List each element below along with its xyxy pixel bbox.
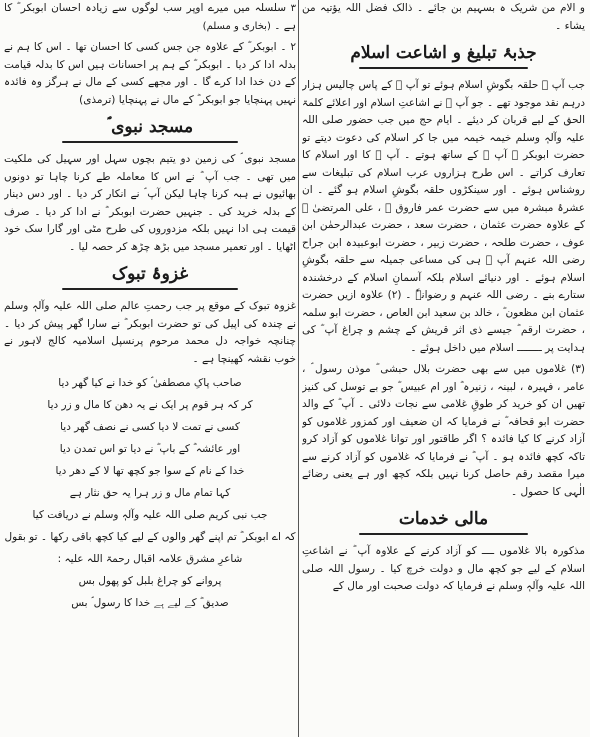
poem-line: پروانے کو چراغ بلبل کو پھول بس (78, 575, 222, 587)
section-heading-tabligh (302, 41, 585, 69)
section-heading-tabligh-text: جذبۂ تبلیغ و اشاعت اسلام (350, 43, 537, 63)
heading-underline (62, 288, 237, 290)
poem-line: کر کہ ہر قوم پر ایک نے یہ دھن کا مال و زر دیا (47, 399, 253, 411)
poem-line: کہا تمام مال و زر ہرا یہ حق نثار ہے (69, 487, 231, 499)
poem-line: اور عائشہ ؓ کے باپ ؓ نے دیا تو اس تمدن دیا (59, 443, 241, 455)
paragraph-tabligh-2: (۳) غلاموں میں سے بھی حضرت بلال حبشی ؓ موذن رسول ؐ ، عامر ، فہیرہ ، لبینہ ، زنیرہ ؓ اور ام عبیس ؓ جو بے توسل کی کنیز تھیں ان کو خرید کر طوقِ غلامی سے نجات دلائی ۔ آپ ؓ کے والد حضرت ابو قحافہ ؓ نے فرمایا کہ ان ضعیف اور کمزور غلاموں کو آزاد کرنے کا کیا فائدہ ؟ اگر طاقتور اور توانا غلاموں کو آزاد کرو تاکہ کچھ فائدہ ہو ۔ آپ ؓ نے فرمایا کہ غلاموں کو آزاد کرنے سے میرا مقصد رقم حاصل کرنا نہیں بلکہ کچھ اور ہے یعنی رضائے الٰہی کا حصول ۔ (302, 363, 585, 498)
heading-underline (62, 141, 237, 143)
poem-line: خدا کے نام کے سوا جو کچھ تھا لا کے دھر دیا (55, 465, 245, 477)
left-intro-body: سلسلہ میں میرے اوپر سب لوگوں سے زیادہ احسان ابوبکر ؓ کا ہے ۔ (4, 2, 296, 32)
poem-line: جب نبی کریم صلی اللہ علیہ وآلہٖ وسلم نے دریافت کیا (32, 509, 268, 521)
left-column (4, 0, 296, 737)
left-intro-citation: (بخاری و مسلم) (202, 20, 271, 32)
paragraph-masjid-nabvi: مسجد نبوی ؐ کی زمین دو یتیم بچوں سہل اور سہیل کی ملکیت میں تھی ۔ جب آپ ؓ نے اس کا معاملہ طے کرنا چاہا تو دونوں بھائیوں نے ہبہ کرنا چاہا لیکن آپ ؐ نے انکار کر دیا ۔ اور دس دینار کے بدلہ خرید کی ۔ جنہیں حضرت ابوبکر ؓ نے ادا کر دیا ۔ صرف قیمت ہی ادا نہیں بلکہ مزدوروں کی طرح مٹی اور گارا سک خود اٹھایا ۔ اور تعمیر مسجد میں بڑھ چڑھ کر حصہ لیا ۔ (4, 153, 296, 253)
paragraph-mali-khidmat-1: مذکورہ بالا غلاموں ــــ کو آزاد کرنے کے علاوہ آپ ؓ نے اشاعتِ اسلام کے لیے جو کچھ مال و دولت خرچ کیا ۔ رسول اللہ صلی اللہ علیہ وآلہٖ وسلم نے فرمایا کہ دولت صحبت اور مال کے (302, 545, 585, 592)
paragraph-tabligh-1: جب آپ ؓ حلقہ بگوشِ اسلام ہوئے تو آپ ؓ کے پاس چالیس ہزار درہم نقد موجود تھے ۔ جو آپ ؓ نے اشاعتِ اسلام اور اعلائے کلمۃ الحق کے لیے قربان کر دیئے ۔ ایام حج میں جب حضور صلی اللہ علیہ وآلہٖ وسلم خیمہ خیمہ میں جا کر اسلام کی دعوت دیتے تو حضرت ابوبکر ؓ آپ ؓ کے ساتھ ہوتے ۔ آپ ؓ کا اور اسلام کا تعارف کراتے ۔ اس طرح ہزاروں عرب اسلام کی تبلیغات سے روشناس ہوئے ۔ اور سینکڑوں حلقہ بگوشِ اسلام ہو گئے ۔ ان عشرۂ مبشرہ میں سے حضرت عمر فاروق ؓ ، علی المرتضیٰ ؓ کے علاوہ حضرت عثمان ، حضرت سعد ، حضرت عبدالرحمٰن ابن عوف ، حضرت طلحہ ، حضرت زبیر ، حضرت ابوعبیدہ ابن جراح رضی اللہ عنہم آپ ؓ ہی کی مساعی جمیلہ سے حلقہ بگوشِ اسلام ہوئے ۔ اور دنیائے اسلام بلکہ آسمانِ اسلام کے درخشندہ ستارے بنے ۔ رضی اللہ عنہم و رضوانہٗ ۔ (۲) علاوہ ازیں حضرت عثمان ابن مظعون ؓ ، خالد بن سعید ابن العاص ، حضرت ابو سلمہ ، حضرت ارقم ؓ جیسے ذی اثر قریش کے چشم و چراغ آپ ؓ کی ہدایت پر ــــــــ اسلام میں داخل ہوئے ۔ (302, 79, 585, 354)
poem-line: کسی نے تمت لا دیا کسی نے نصف گھر دیا (60, 421, 240, 433)
section-heading-mali-khidmat (302, 507, 585, 535)
section-heading-masjid-nabvi (4, 115, 296, 143)
left-intro-text (4, 0, 296, 35)
section-heading-ghazwa-tabuk (4, 262, 296, 290)
right-intro-text: و الام من شریک ہ بسہیم بن جائے ۔ ذالک فضل اللہ یؤتیہ من یشاء ۔ (302, 2, 585, 32)
right-column (302, 0, 585, 737)
section-heading-mali-khidmat-text: مالی خدمات (398, 509, 489, 529)
section-heading-masjid-nabvi-text: مسجد نبوی ؐ (106, 117, 194, 137)
heading-underline (359, 533, 529, 535)
section-heading-ghazwa-tabuk-text: غزوۂ تبوک (111, 264, 189, 284)
left-intro-pagenum: ۳ (290, 3, 296, 14)
poem-line: صدیق ؓ کے لیے ہے خدا کا رسول ؐ بس (71, 597, 229, 609)
left-paragraph-2: ۲ ۔ ابوبکر ؓ کے علاوہ جن جس کسی کا احسان تھا ۔ اس کا ہم نے بدلہ ادا کر دیا ۔ ابوبکر ؓ کے ہم پر احسانات ہیں اس کا بدلہ قیامت کے دن خدا ادا کرے گا ۔ اور مجھے کسی کے مال نے ہرگز وہ فائدہ نہیں پہنچایا جو ابوبکر ؓ کے مال نے پہنچایا (ترمذی) (4, 41, 296, 106)
poem-line: کہ اے ابوبکر ؓ تم اپنے گھر والوں کے لیے کیا کچھ باقی رکھا ۔ تو بقول شاعرِ مشرق علامہ اقبال رحمۃ اللہ علیہ : (4, 531, 296, 565)
column-divider (298, 0, 299, 737)
poem-block (4, 372, 296, 614)
poem-line: صاحب پاکِ مصطفیٰ ؐ کو خدا نے کیا گھر دیا (58, 377, 242, 389)
heading-underline (359, 67, 529, 69)
paragraph-ghazwa-tabuk: غزوہ تبوک کے موقع پر جب رحمتِ عالم صلی اللہ علیہ وآلہٖ وسلم نے چندہ کی اپیل کی تو حضرت ابوبکر ؓ نے سارا گھر پیش کر دیا ۔ چنانچہ خواجہ دل محمد مرحوم پرنسپل اسلامیہ کالج لاہور نے خوب نقشہ کھینچا ہے ۔ (4, 300, 296, 365)
